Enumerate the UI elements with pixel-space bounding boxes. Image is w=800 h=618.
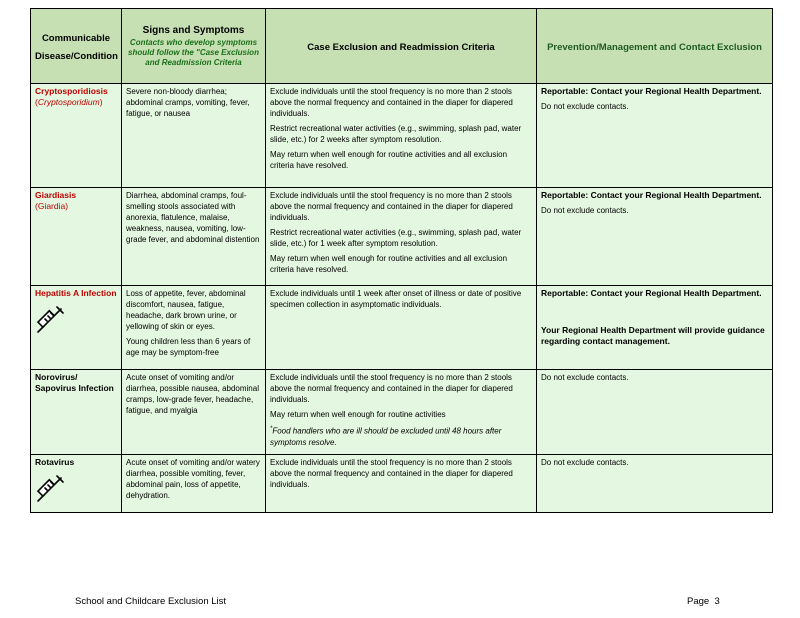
symptoms-cell: Loss of appetite, fever, abdominal discomfort, nausea, fatigue, headache, dark brown urine, or yellowing of skin or eyes. Young children less than 6 years of age may be symptom-free xyxy=(122,286,266,370)
criteria-cell: Exclude individuals until the stool frequency is no more than 2 stools above the normal frequency and contained in the diaper for diapered individuals. May return when well enough for routine activities *Food handlers who are ill should be excluded until 48 hours after symptoms resolve. xyxy=(266,370,537,455)
exclusion-table xyxy=(30,8,773,513)
table-row xyxy=(31,286,773,370)
symptoms-cell: Acute onset of vomiting and/or watery diarrhea, possible vomiting, fever, abdominal pain, loss of appetite, dehydration. xyxy=(122,454,266,512)
header-prevention: Prevention/Management and Contact Exclusion xyxy=(537,9,773,84)
table-row xyxy=(31,188,773,286)
disease-cell xyxy=(31,188,122,286)
symptoms-cell: Diarrhea, abdominal cramps, foul-smelling stools associated with anorexia, flatulence, malaise, weakness, nausea, vomiting, low-grade fever, and abdominal distention xyxy=(122,188,266,286)
prevention-cell: Do not exclude contacts. xyxy=(537,454,773,512)
criteria-cell: Exclude individuals until the stool frequency is no more than 2 stools above the normal frequency and contained in the diaper for diapered individuals. Restrict recreational water activities (e.g., swimming, splash pad, water slide, etc.) for 2 weeks after symptom resolution. May return when well enough for routine activities and all exclusion criteria have resolved. xyxy=(266,84,537,188)
header-criteria: Case Exclusion and Readmission Criteria xyxy=(266,9,537,84)
disease-cell: Cryptosporidiosis (Cryptosporidium) xyxy=(31,84,122,188)
disease-cell xyxy=(31,370,122,455)
header-row xyxy=(31,9,773,84)
prevention-cell: Reportable: Contact your Regional Health Department. Your Regional Health Department will provide guidance regarding contact management. xyxy=(537,286,773,370)
disease-name: Norovirus/ Sapovirus Infection xyxy=(35,372,114,393)
header-disease: Communicable Disease/Condition xyxy=(31,9,122,84)
criteria-cell: Exclude individuals until the stool frequency is no more than 2 stools above the normal frequency and contained in the diaper for diapered individuals. Restrict recreational water activities (e.g., swimming, splash pad, water slide, etc.) for 1 week after symptom resolution. May return when well enough for routine activities and all exclusion criteria have resolved. xyxy=(266,188,537,286)
disease-scientific-name: (Giardia) xyxy=(35,201,69,211)
symptoms-cell: Severe non-bloody diarrhea; abdominal cramps, vomiting, fever, fatigue, or nausea xyxy=(122,84,266,188)
header-symptoms: Signs and Symptoms Contacts who develop symptoms should follow the "Case Exclusion and Readmission Criteria xyxy=(122,9,266,84)
syringe-icon xyxy=(35,305,65,335)
syringe-icon xyxy=(35,474,65,504)
disease-name: Hepatitis A Infection xyxy=(35,288,117,298)
prevention-cell: Do not exclude contacts. xyxy=(537,370,773,455)
table-row xyxy=(31,454,773,512)
symptoms-cell: Acute onset of vomiting and/or diarrhea, possible nausea, abdominal cramps, low-grade fever, headache, fatigue, and myalgia xyxy=(122,370,266,455)
footer-title: School and Childcare Exclusion List xyxy=(75,596,227,607)
prevention-cell: Reportable: Contact your Regional Health Department. Do not exclude contacts. xyxy=(537,188,773,286)
criteria-cell: Exclude individuals until 1 week after onset of illness or date of positive specimen collection in asymptomatic individuals. xyxy=(266,286,537,370)
page-number: Page 3 xyxy=(687,596,720,607)
disease-name: Rotavirus xyxy=(35,456,75,467)
prevention-cell: Reportable: Contact your Regional Health Department. Do not exclude contacts. xyxy=(537,84,773,188)
disease-name: Giardiasis xyxy=(35,190,77,200)
disease-name: Cryptosporidiosis xyxy=(35,86,108,96)
table-row xyxy=(31,370,773,455)
disease-scientific-name: Cryptosporidium xyxy=(37,97,100,107)
criteria-cell: Exclude individuals until the stool frequency is no more than 2 stools above the normal frequency and contained in the diaper for diapered individuals. xyxy=(266,454,537,512)
table-row xyxy=(31,84,773,188)
disease-cell xyxy=(31,286,122,370)
disease-cell xyxy=(31,454,122,512)
